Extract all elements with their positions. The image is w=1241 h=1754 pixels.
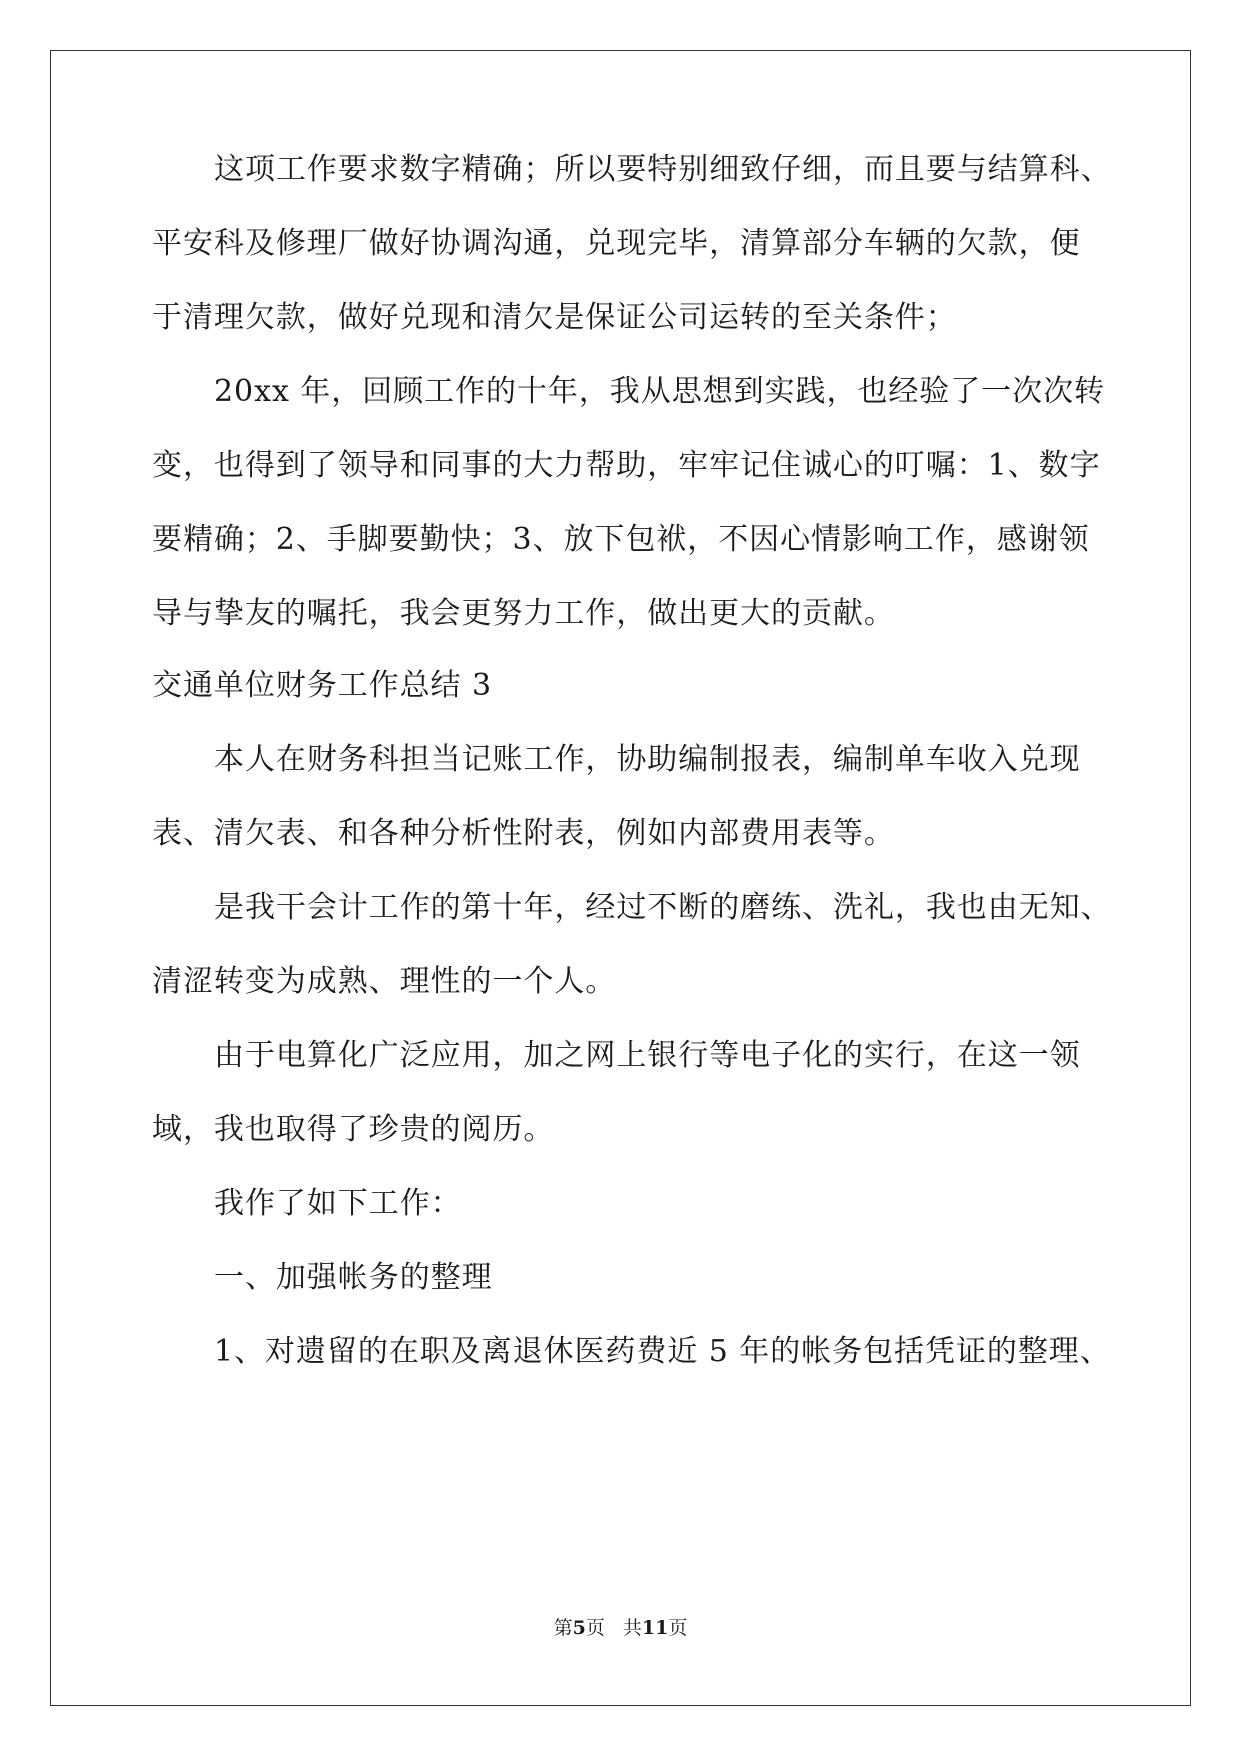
paragraph-line: 是我干会计工作的第十年，经过不断的磨练、洗礼，我也由无知、 (214, 890, 1112, 925)
paragraph-line: 1、对遗留的在职及离退休医药费近 5 年的帐务包括凭证的整理、 (214, 1334, 1111, 1369)
paragraph-line: 于清理欠款，做好兑现和清欠是保证公司运转的至关条件； (152, 300, 957, 335)
paragraph-line: 清涩转变为成熟、理性的一个人。 (152, 964, 617, 999)
paragraph-line: 变，也得到了领导和同事的大力帮助，牢牢记住诚心的叮嘱：1、数字 (152, 448, 1101, 483)
footer-prefix: 第 (553, 1617, 573, 1639)
paragraph-line: 本人在财务科担当记账工作，协助编制报表，编制单车收入兑现 (214, 742, 1081, 777)
footer-page-unit: 页 (585, 1617, 605, 1639)
paragraph-line: 我作了如下工作： (214, 1186, 462, 1221)
paragraph-line: 要精确；2、手脚要勤快；3、放下包袱，不因心情影响工作，感谢领 (152, 522, 1090, 557)
page-number: 5 (572, 1617, 586, 1639)
paragraph-line: 由于电算化广泛应用，加之网上银行等电子化的实行，在这一领 (214, 1038, 1081, 1073)
paragraph-line: 导与挚友的嘱托，我会更努力工作，做出更大的贡献。 (152, 596, 895, 631)
footer-total-prefix: 共 (622, 1617, 642, 1639)
paragraph-line: 平安科及修理厂做好协调沟通，兑现完毕，清算部分车辆的欠款，便 (152, 226, 1081, 261)
footer-total-unit: 页 (668, 1617, 688, 1639)
paragraph-line: 表、清欠表、和各种分析性附表，例如内部费用表等。 (152, 816, 895, 851)
section-heading: 交通单位财务工作总结 3 (152, 668, 493, 703)
paragraph-line: 这项工作要求数字精确；所以要特别细致仔细，而且要与结算科、 (214, 152, 1112, 187)
total-pages: 11 (641, 1617, 669, 1639)
paragraph-line: 域，我也取得了珍贵的阅历。 (152, 1112, 555, 1147)
subheading: 一、加强帐务的整理 (214, 1260, 493, 1295)
paragraph-line: 20xx 年，回顾工作的十年，我从思想到实践，也经验了一次次转 (214, 374, 1105, 409)
page-footer (0, 1616, 1241, 1640)
